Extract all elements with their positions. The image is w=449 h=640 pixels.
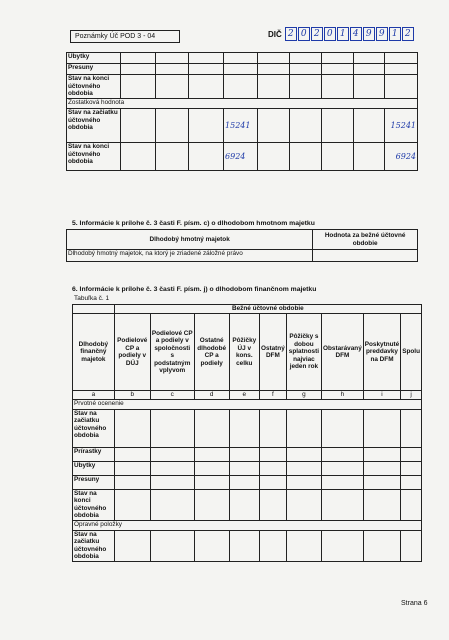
- financial-row: [73, 461, 422, 475]
- summary-total-handwritten[interactable]: 6924: [385, 143, 418, 171]
- s5-row-pledge: Dlhodobý hmotný majetok, na ktorý je zriadené záložné právo: [67, 250, 313, 262]
- financial-cell[interactable]: [401, 461, 422, 475]
- dic-digit-cell[interactable]: 1: [389, 27, 401, 41]
- financial-cell[interactable]: [194, 409, 229, 447]
- section5-table: [66, 229, 418, 262]
- column-header: Poskytnuté preddavky na DFM: [363, 314, 400, 391]
- dic-digit-cell[interactable]: 0: [324, 27, 336, 41]
- summary-cell[interactable]: [121, 64, 156, 75]
- column-letter: c: [150, 391, 194, 400]
- s5-col-asset: Dlhodobý hmotný majetok: [67, 230, 313, 250]
- summary-cell[interactable]: [353, 64, 384, 75]
- financial-row: [73, 399, 422, 409]
- section5-title: 5. Informácie k prílohe č. 3 časti F. písm. c) o dlhodobom hmotnom majetku: [72, 220, 315, 227]
- summary-cell[interactable]: [289, 75, 321, 99]
- financial-cell[interactable]: [322, 489, 364, 520]
- section6-subtitle: Tabuľka č. 1: [74, 295, 110, 302]
- financial-cell[interactable]: [114, 461, 150, 475]
- summary-row-label: Zostatková hodnota: [67, 99, 418, 109]
- financial-assets-table: [72, 304, 422, 562]
- summary-cell[interactable]: [188, 53, 223, 64]
- summary-cell[interactable]: [258, 64, 289, 75]
- summary-cell[interactable]: [156, 53, 188, 64]
- summary-cell[interactable]: [353, 109, 384, 143]
- column-letter: d: [194, 391, 229, 400]
- financial-cell[interactable]: [114, 447, 150, 461]
- summary-cell[interactable]: [385, 53, 418, 64]
- summary-row-label: Stav na začiatku účtovného obdobia: [67, 109, 121, 143]
- summary-row: [67, 64, 418, 75]
- financial-row: [73, 520, 422, 530]
- financial-cell[interactable]: [229, 461, 259, 475]
- financial-cell[interactable]: [286, 530, 321, 561]
- column-header: Podielové CP a podiely v DÚJ: [114, 314, 150, 391]
- financial-row-label: Stav na konci účtovného obdobia: [73, 489, 115, 520]
- financial-cell[interactable]: [229, 489, 259, 520]
- financial-cell[interactable]: [322, 409, 364, 447]
- column-header: Ostatný DFM: [259, 314, 286, 391]
- financial-cell[interactable]: [150, 447, 194, 461]
- summary-cell[interactable]: [258, 53, 289, 64]
- summary-cell[interactable]: [224, 53, 258, 64]
- s5-col-value: Hodnota za bežné účtovné obdobie: [313, 230, 418, 250]
- financial-row-label: Prírastky: [73, 447, 115, 461]
- financial-cell[interactable]: [363, 409, 400, 447]
- financial-cell[interactable]: [259, 447, 286, 461]
- financial-cell[interactable]: [229, 409, 259, 447]
- financial-row-label: Presuny: [73, 475, 115, 489]
- summary-cell[interactable]: [322, 143, 353, 171]
- financial-row: [73, 409, 422, 447]
- dic-digit-cell[interactable]: 2: [285, 27, 297, 41]
- summary-row: [67, 143, 418, 171]
- summary-cell[interactable]: [224, 75, 258, 99]
- financial-cell[interactable]: [150, 461, 194, 475]
- column-header: Pôžičky ÚJ v kons. celku: [229, 314, 259, 391]
- dic-field: [268, 27, 415, 41]
- dic-label: DIČ: [268, 29, 282, 39]
- financial-cell[interactable]: [401, 530, 422, 561]
- financial-cell[interactable]: [150, 475, 194, 489]
- financial-cell[interactable]: [286, 447, 321, 461]
- dic-digit-cell[interactable]: 9: [376, 27, 388, 41]
- summary-table: [66, 52, 418, 171]
- financial-cell[interactable]: [229, 530, 259, 561]
- financial-cell[interactable]: [401, 447, 422, 461]
- financial-cell[interactable]: [114, 489, 150, 520]
- summary-cell[interactable]: [188, 143, 223, 171]
- financial-cell[interactable]: [322, 530, 364, 561]
- summary-cell[interactable]: [156, 75, 188, 99]
- financial-cell[interactable]: [150, 409, 194, 447]
- summary-cell[interactable]: [289, 64, 321, 75]
- column-letter: b: [114, 391, 150, 400]
- financial-row-label: Stav na začiatku účtovného obdobia: [73, 409, 115, 447]
- summary-cell[interactable]: [322, 75, 353, 99]
- dic-digit-cell[interactable]: 2: [402, 27, 414, 41]
- financial-row-label: Úbytky: [73, 461, 115, 475]
- financial-cell[interactable]: [322, 475, 364, 489]
- column-header: Podielové CP a podiely v spoločnosti s podstatným vplyvom: [150, 314, 194, 391]
- column-header: Ostatné dlhodobé CP a podiely: [194, 314, 229, 391]
- summary-cell[interactable]: [289, 53, 321, 64]
- column-header: Pôžičky s dobou splatnosti najviac jeden rok: [286, 314, 321, 391]
- financial-cell[interactable]: [259, 409, 286, 447]
- summary-cell[interactable]: [188, 64, 223, 75]
- financial-cell[interactable]: [363, 461, 400, 475]
- summary-cell[interactable]: [353, 143, 384, 171]
- financial-cell[interactable]: [114, 530, 150, 561]
- financial-cell[interactable]: [194, 447, 229, 461]
- dic-digit-cell[interactable]: 4: [350, 27, 362, 41]
- financial-row: [73, 530, 422, 561]
- column-header: Spolu: [401, 314, 422, 391]
- financial-cell[interactable]: [363, 475, 400, 489]
- summary-value-handwritten[interactable]: 15241: [224, 109, 258, 143]
- section6-title: 6. Informácie k prílohe č. 3 časti F. písm. j) o dlhodobom finančnom majetku: [72, 286, 317, 293]
- financial-row-label: Opravné položky: [73, 520, 422, 530]
- summary-cell[interactable]: [289, 143, 321, 171]
- summary-cell[interactable]: [156, 64, 188, 75]
- financial-cell[interactable]: [194, 530, 229, 561]
- summary-cell[interactable]: [353, 53, 384, 64]
- financial-cell[interactable]: [363, 489, 400, 520]
- dic-digit-cell[interactable]: 0: [298, 27, 310, 41]
- summary-cell[interactable]: [121, 53, 156, 64]
- summary-total-handwritten[interactable]: 15241: [385, 109, 418, 143]
- financial-cell[interactable]: [322, 447, 364, 461]
- financial-cell[interactable]: [114, 409, 150, 447]
- summary-row-label: Presuny: [67, 64, 121, 75]
- summary-cell[interactable]: [121, 109, 156, 143]
- financial-row-label: Prvotné ocenenie: [73, 399, 422, 409]
- financial-cell[interactable]: [401, 409, 422, 447]
- summary-row: [67, 99, 418, 109]
- group-header: Bežné účtovné obdobie: [114, 305, 421, 314]
- s5-row-pledge-value[interactable]: [313, 250, 418, 262]
- financial-cell[interactable]: [229, 447, 259, 461]
- financial-cell[interactable]: [194, 461, 229, 475]
- financial-row: [73, 489, 422, 520]
- summary-row: [67, 53, 418, 64]
- summary-cell[interactable]: [224, 64, 258, 75]
- form-title: Poznámky Úč POD 3 - 04: [70, 30, 180, 43]
- summary-row-label: Stav na konci účtovného obdobia: [67, 143, 121, 171]
- summary-cell[interactable]: [156, 143, 188, 171]
- page-number: Strana 6: [401, 600, 428, 607]
- column-letter: a: [73, 391, 115, 400]
- column-header: Dlhodobý finančný majetok: [73, 314, 115, 391]
- financial-cell[interactable]: [194, 475, 229, 489]
- summary-cell[interactable]: [322, 64, 353, 75]
- summary-cell[interactable]: [353, 75, 384, 99]
- financial-cell[interactable]: [401, 489, 422, 520]
- financial-cell[interactable]: [229, 475, 259, 489]
- financial-cell[interactable]: [259, 461, 286, 475]
- summary-value-handwritten[interactable]: 6924: [224, 143, 258, 171]
- financial-cell[interactable]: [259, 489, 286, 520]
- summary-row-label: Úbytky: [67, 53, 121, 64]
- financial-row: [73, 447, 422, 461]
- dic-digit-cell[interactable]: 9: [363, 27, 375, 41]
- dic-digit-cell[interactable]: 1: [337, 27, 349, 41]
- summary-cell[interactable]: [289, 109, 321, 143]
- financial-cell[interactable]: [322, 461, 364, 475]
- financial-row: [73, 475, 422, 489]
- summary-cell[interactable]: [385, 75, 418, 99]
- column-letter: f: [259, 391, 286, 400]
- summary-row: [67, 75, 418, 99]
- column-letter: h: [322, 391, 364, 400]
- summary-cell[interactable]: [258, 143, 289, 171]
- summary-cell[interactable]: [385, 64, 418, 75]
- summary-cell[interactable]: [258, 75, 289, 99]
- financial-cell[interactable]: [401, 475, 422, 489]
- summary-cell[interactable]: [121, 143, 156, 171]
- financial-cell[interactable]: [286, 461, 321, 475]
- financial-cell[interactable]: [259, 530, 286, 561]
- column-letter: i: [363, 391, 400, 400]
- financial-cell[interactable]: [114, 475, 150, 489]
- summary-row: [67, 109, 418, 143]
- column-letter: g: [286, 391, 321, 400]
- summary-cell[interactable]: [188, 109, 223, 143]
- financial-cell[interactable]: [194, 489, 229, 520]
- column-letter: j: [401, 391, 422, 400]
- summary-cell[interactable]: [322, 109, 353, 143]
- summary-row-label: Stav na konci účtovného obdobia: [67, 75, 121, 99]
- financial-cell[interactable]: [286, 475, 321, 489]
- financial-cell[interactable]: [150, 530, 194, 561]
- summary-cell[interactable]: [188, 75, 223, 99]
- financial-cell[interactable]: [150, 489, 194, 520]
- summary-cell[interactable]: [258, 109, 289, 143]
- summary-cell[interactable]: [156, 109, 188, 143]
- financial-row-label: Stav na začiatku účtovného obdobia: [73, 530, 115, 561]
- summary-cell[interactable]: [121, 75, 156, 99]
- dic-digit-cells: [285, 27, 415, 41]
- financial-cell[interactable]: [259, 475, 286, 489]
- column-header: Obstarávaný DFM: [322, 314, 364, 391]
- summary-cell[interactable]: [322, 53, 353, 64]
- financial-cell[interactable]: [286, 489, 321, 520]
- column-letter: e: [229, 391, 259, 400]
- financial-cell[interactable]: [363, 447, 400, 461]
- dic-digit-cell[interactable]: 2: [311, 27, 323, 41]
- financial-cell[interactable]: [286, 409, 321, 447]
- financial-cell[interactable]: [363, 530, 400, 561]
